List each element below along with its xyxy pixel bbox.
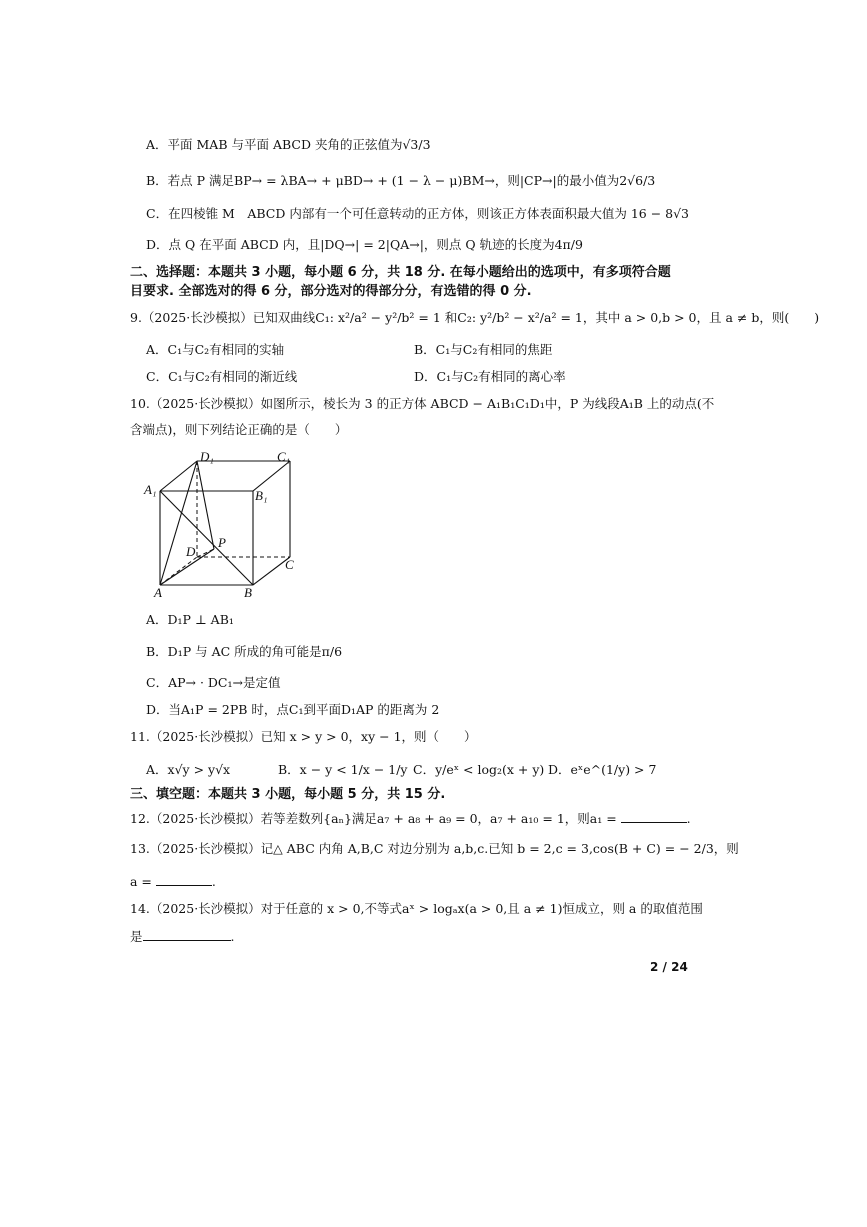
q14-prefix: 是: [130, 929, 143, 944]
label-c: C: [285, 557, 294, 572]
q12-answer-blank[interactable]: [621, 810, 687, 823]
q11-option-c: C．y/eˣ < log₂(x + y): [413, 762, 545, 777]
q8-option-a: A．平面 MAB 与平面 ABCD 夹角的正弦值为√3/3: [146, 137, 431, 152]
q9-option-a: A．C₁与C₂有相同的实轴: [146, 342, 285, 357]
cube-figure: [140, 448, 310, 600]
label-c1: C₁: [277, 449, 291, 464]
q10-stem-line2: 含端点)，则下列结论正确的是（ ）: [130, 422, 348, 437]
q14-line2: [130, 928, 235, 946]
section3-heading: 三、填空题：本题共 3 小题，每小题 5 分，共 15 分.: [130, 787, 446, 802]
q10-stem-line1: 10.（2025·长沙模拟）如图所示，棱长为 3 的正方体 ABCD − A₁B₁C₁D₁中，P 为线段A₁B 上的动点(不: [130, 396, 715, 411]
q12-line: [130, 810, 691, 828]
q12-end: .: [686, 811, 691, 826]
q8-option-c: C．在四棱锥 M ABCD 内部有一个可任意转动的正方体，则该正方体表面积最大值为 16 − 8√3: [146, 206, 690, 221]
label-a: A: [154, 585, 162, 600]
q11-option-b: B．x − y < 1/x − 1/y: [278, 762, 408, 777]
page-number: 2 / 24: [650, 960, 688, 974]
q10-option-b: B．D₁P 与 AC 所成的角可能是π/6: [146, 644, 343, 659]
q10-option-d: D．当A₁P = 2PB 时，点C₁到平面D₁AP 的距离为 2: [146, 702, 440, 717]
q13-end: .: [211, 874, 216, 889]
label-p: P: [218, 535, 226, 550]
q13-line2: [130, 873, 216, 891]
q9-option-c: C．C₁与C₂有相同的渐近线: [146, 369, 298, 384]
q10-option-a: A．D₁P ⊥ AB₁: [146, 612, 234, 627]
q9-stem: 9.（2025·长沙模拟）已知双曲线C₁: x²/a² − y²/b² = 1 和C₂: y²/b² − x²/a² = 1，其中 a > 0,b > 0，且 a ≠ b，则( ): [130, 310, 820, 325]
section2-heading-line1: 二、选择题：本题共 3 小题，每小题 6 分，共 18 分. 在每小题给出的选项中，有多项符合题: [130, 265, 671, 280]
q13-text: 13.（2025·长沙模拟）记△ ABC 内角 A,B,C 对边分别为 a,b,c.已知 b = 2,c = 3,cos(B + C) = − 2/3，则: [130, 841, 739, 856]
section2-heading-line2: 目要求. 全部选对的得 6 分，部分选对的得部分分，有选错的得 0 分.: [130, 284, 532, 299]
q8-option-d: D．点 Q 在平面 ABCD 内，且|DQ→| = 2|QA→|，则点 Q 轨迹的长度为4π/9: [146, 237, 583, 252]
label-b: B: [244, 585, 252, 600]
label-d1: D₁: [200, 449, 214, 464]
q13-answer-blank[interactable]: [156, 873, 212, 886]
q9-option-d: D．C₁与C₂有相同的离心率: [414, 369, 566, 384]
q11-option-d: D．eˣe^(1/y) > 7: [548, 762, 657, 777]
q10-option-c: C．AP→ · DC₁→是定值: [146, 675, 281, 690]
label-a1: A₁: [144, 482, 157, 497]
q11-stem: 11.（2025·长沙模拟）已知 x > y > 0，xy − 1，则（ ）: [130, 729, 477, 744]
q13-a-label: a =: [130, 874, 152, 889]
q14-text: 14.（2025·长沙模拟）对于任意的 x > 0,不等式aˣ > logₐx(a > 0,且 a ≠ 1)恒成立，则 a 的取值范围: [130, 901, 703, 916]
label-b1: B₁: [255, 488, 268, 503]
label-d: D: [186, 544, 196, 559]
q14-answer-blank[interactable]: [143, 928, 231, 941]
q9-option-b: B．C₁与C₂有相同的焦距: [414, 342, 553, 357]
q12-text: 12.（2025·长沙模拟）若等差数列{aₙ}满足a₇ + a₈ + a₉ = 0，a₇ + a₁₀ = 1，则a₁ =: [130, 811, 617, 826]
q11-option-a: A．x√y > y√x: [146, 762, 231, 777]
q14-end: .: [230, 929, 235, 944]
q8-option-b: B．若点 P 满足BP→ = λBA→ + μBD→ + (1 − λ − μ)BM→，则|CP→|的最小值为2√6/3: [146, 173, 656, 188]
